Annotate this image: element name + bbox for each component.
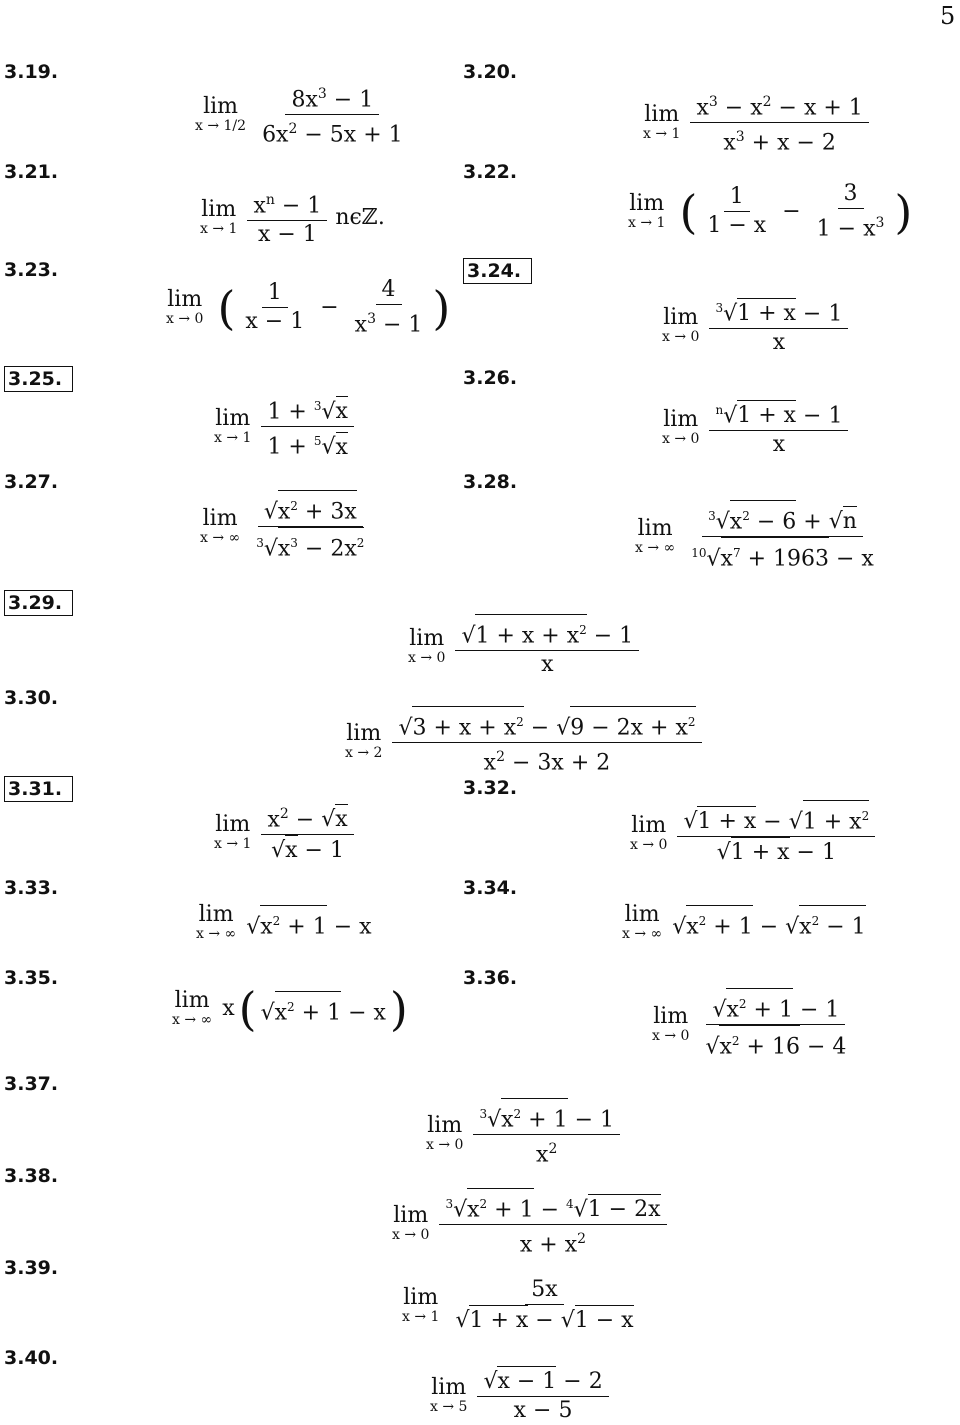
expression-3-28: lim x → ∞ $^3√x^2 - 6 + √n$ $^{10}√x^7 + 1963 - x$ [635,500,880,574]
problem-label-3-21: 3.21. [4,161,59,183]
limit-operator: lim x → 0 [662,406,700,447]
expression-3-22: lim x → 1 ( 1 1 − x − $\frac{3}{1 - x^3}$ ) [628,181,913,242]
problem-label-3-25: 3.25. [4,366,73,392]
problem-label-3-30: 3.30. [4,687,59,709]
limit-operator: lim x → 1/2 [195,93,247,134]
expression-3-31: lim x → 1 $x^2 - √x$ √x − 1 [214,800,354,865]
limit-operator: lim x → 0 [392,1202,430,1243]
expression-3-26: lim x → 0 $^n$√1 + x − 1 x [662,396,848,459]
page-number: 5 [940,2,956,30]
expression-3-29: lim x → 0 $√1 + x + x^2 - 1$ x [408,614,639,679]
expression-3-27: lim x → ∞ $√x^2 + 3x$ $^3√x^3 - 2x^2$ [200,490,370,564]
problem-label-3-22: 3.22. [463,161,518,183]
expression-3-34: lim x → ∞ $√x^2 + 1 - √x^2 - 1$ [622,902,866,942]
problem-label-3-24: 3.24. [463,258,532,284]
problem-label-3-19: 3.19. [4,61,59,83]
limit-operator: lim x → ∞ [200,505,241,546]
limit-operator: lim x → ∞ [635,515,676,556]
limit-operator: lim x → 1 [214,405,252,446]
problem-label-3-26: 3.26. [463,367,518,389]
limit-operator: lim x → 1 [402,1284,440,1325]
problem-label-3-37: 3.37. [4,1073,59,1095]
expression-3-40: lim x → 5 √x − 1 − 2 x − 5 [430,1366,609,1425]
problem-label-3-23: 3.23. [4,259,59,281]
limit-operator: lim x → 0 [652,1003,690,1044]
expression-3-25: lim x → 1 1 + $^3$√x 1 + $^5$√x [214,392,354,462]
problem-label-3-38: 3.38. [4,1165,59,1187]
problem-label-3-34: 3.34. [463,877,518,899]
limit-operator: lim x → 1 [200,196,238,237]
limit-operator: lim x → 1 [628,190,666,231]
limit-operator: lim x → 2 [345,720,383,761]
expression-3-24: lim x → 0 $^3$√1 + x − 1 x [662,294,848,357]
problem-label-3-20: 3.20. [463,61,518,83]
expression-3-32: lim x → 0 $√1 + x - √1 + x^2$ √1 + x − 1 [630,800,875,867]
problem-label-3-36: 3.36. [463,967,518,989]
problem-label-3-29: 3.29. [4,590,73,616]
limit-operator: lim x → 1 [214,811,252,852]
expression-3-20: lim x → 1 $x^3 - x^2 - x + 1$ $x^3 + x - 2$ [643,88,869,158]
expression-3-19: lim x → 1/2 $8x^3 - 1$ $6x^2 - 5x + 1$ [195,80,409,150]
problem-label-3-31: 3.31. [4,776,73,802]
expression-3-37: lim x → 0 $^3√x^2 + 1 - 1$ $x^2$ [426,1098,620,1170]
problem-label-3-40: 3.40. [4,1347,59,1369]
limit-operator: lim x → 1 [643,101,681,142]
expression-3-35: lim x → ∞ x ( $√x^2 + 1 - x$ ) [172,982,408,1036]
expression-3-30: lim x → 2 $√3 + x + x^2 - √9 - 2x + x^2$ $x^2 - 3x + 2$ [345,706,702,778]
limit-operator: lim x → 0 [166,286,204,327]
expression-3-36: lim x → 0 $√x^2 + 1 - 1$ $√x^2 + 16 - 4$ [652,988,852,1062]
problem-label-3-35: 3.35. [4,967,59,989]
expression-3-38: lim x → 0 $^3√x^2 + 1 - ^4√1 - 2x$ $x + x^2$ [392,1188,667,1260]
problem-label-3-33: 3.33. [4,877,59,899]
limit-operator: lim x → 0 [662,304,700,345]
expression-3-23: lim x → 0 ( 1 x − 1 − $\frac{4}{x^3 - 1}$ ) [166,277,451,338]
limit-operator: lim x → ∞ [172,988,213,1028]
problem-label-3-32: 3.32. [463,777,518,799]
expression-3-21: lim x → 1 $x^n - 1$ x − 1 nϵℤ. [200,186,385,249]
problem-label-3-27: 3.27. [4,471,59,493]
limit-operator: lim x → 5 [430,1374,468,1415]
expression-3-33: lim x → ∞ $√x^2 + 1 - x$ [196,902,372,942]
limit-operator: lim x → ∞ [622,902,663,942]
limit-operator: lim x → ∞ [196,902,237,942]
limit-operator: lim x → 0 [630,812,668,853]
problem-label-3-28: 3.28. [463,471,518,493]
problem-label-3-39: 3.39. [4,1257,59,1279]
limit-operator: lim x → 0 [426,1112,464,1153]
expression-3-39: lim x → 1 5x √1 + x − √1 − x [402,1277,634,1333]
limit-operator: lim x → 0 [408,625,446,666]
